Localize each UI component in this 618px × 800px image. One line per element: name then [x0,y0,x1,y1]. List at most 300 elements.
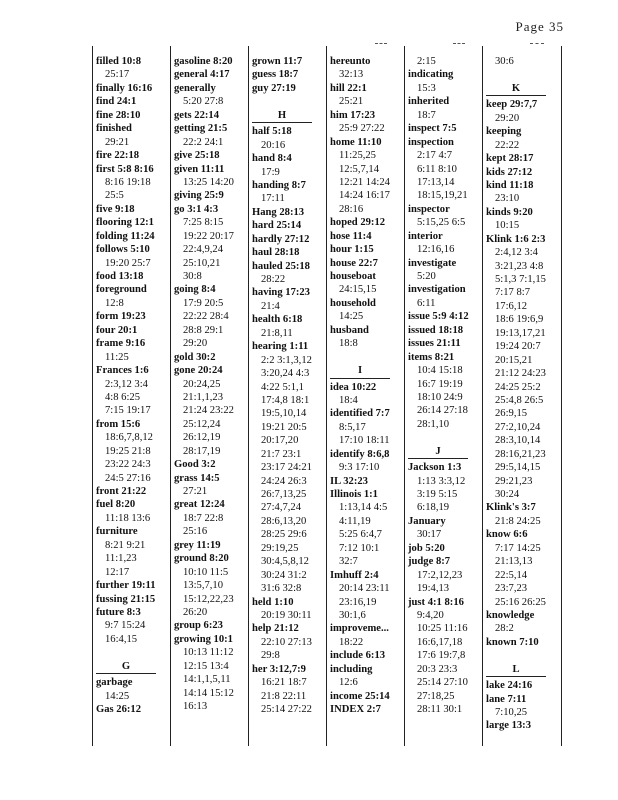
index-term: frame 9:16 [96,338,146,350]
index-term: fuel 8:20 [96,499,136,511]
page-references: 11:18 13:6 [105,512,151,524]
page-references: 5:25 6:4,7 [339,529,382,541]
index-term: form 19:23 [96,311,146,323]
spacer [486,68,546,81]
page-references: 18:7 22:8 [183,512,224,524]
top-rule-mark [375,43,387,45]
page-references: 32:13 [339,69,364,81]
index-term: flooring 12:1 [96,217,154,229]
page-references: 24:5 27:16 [105,472,151,484]
page-references: 25:9 27:22 [339,123,385,135]
column-rule [92,46,93,746]
spacer [96,646,156,659]
page-references: 12:16,16 [417,244,455,256]
index-term: grown 11:7 [252,56,303,67]
index-term: hose 11:4 [330,230,372,242]
page-references: 8:21 9:21 [105,539,146,551]
page-references: 4:22 5:1,1 [261,381,304,393]
index-term: inspect 7:5 [408,123,457,135]
page-references: 18:10 24:9 [417,391,463,403]
index-term: kids 27:12 [486,166,533,178]
index-term: foreground [96,284,147,296]
page-references: 21:1,1,23 [183,391,224,403]
page-references: 28:2 [495,623,514,635]
page-references: 16:6,17,18 [417,636,463,648]
index-term: issued 18:18 [408,324,464,336]
index-term: growing 10:1 [174,633,233,645]
section-letter: G [96,660,156,674]
page-references: 26:12,19 [183,432,221,444]
index-term: having 17:23 [252,287,310,299]
page-references: 27:18,25 [417,690,455,702]
index-term: grey 11:19 [174,539,221,551]
page-references: 9:3 17:10 [339,462,380,474]
index-term: items 8:21 [408,351,455,363]
page-references: 2:3,12 3:4 [105,378,148,390]
index-term: gone 20:24 [174,365,223,377]
page-references: 19:4,13 [417,583,450,595]
index-term: her 3:12,7:9 [252,663,306,675]
page-references: 10:15 [495,220,520,232]
index-column-2 [174,55,234,713]
page-references: 22:5,14 [495,569,528,581]
page-references: 20:17,20 [261,435,299,447]
column-rule [404,46,405,746]
page-references: 18:6,7,8,12 [105,432,153,444]
index-term: improveme... [330,623,389,635]
index-term: general 4:17 [174,69,230,81]
index-term: furniture [96,526,138,538]
page-references: 28:16,21,23 [495,448,546,460]
page-references: 20:3 23:3 [417,663,458,675]
page-references: 7:10,25 [495,707,528,718]
page-references: 29:20 [183,338,208,350]
column-rule [326,46,327,746]
page-references: 28:1,10 [417,418,450,430]
index-term: gold 30:2 [174,351,216,363]
page-references: 30:17 [417,529,442,541]
page-references: 12:21 14:24 [339,176,390,188]
page-references: 6:11 8:10 [417,163,457,175]
page-references: 22:10 27:13 [261,636,312,648]
page-references: 18:6 19:6,9 [495,314,544,326]
page-references: 28:6,13,20 [261,515,307,527]
index-term: kinds 9:20 [486,206,533,218]
column-rule [482,46,483,746]
index-term: just 4:1 8:16 [408,596,464,608]
section-letter: L [486,663,546,677]
page-references: 28:3,10,14 [495,435,541,447]
index-term: follows 5:10 [96,244,150,256]
index-term: knowledge [486,609,535,621]
index-term: getting 21:5 [174,123,228,135]
index-term: five 9:18 [96,203,135,215]
page-references: 30:24 [495,489,520,500]
page-references: 11:25,25 [339,150,376,162]
index-term: finally 16:16 [96,82,153,94]
index-term: know 6:6 [486,529,528,541]
page-references: 22:22 28:4 [183,311,229,323]
page-references: 23:22 24:3 [105,459,151,471]
index-term: houseboat [330,271,376,282]
page-references: 12:8 [105,297,124,309]
page-references: 26:7,13,25 [261,489,307,500]
index-term: give 25:18 [174,150,220,162]
index-column-5 [408,55,469,716]
index-column-1 [96,55,156,716]
index-term: inspection [408,136,454,148]
index-column-4 [330,55,390,716]
page-references: 30:4,5,8,12 [261,556,309,568]
index-term: January [408,515,446,527]
page-references: 19:20 25:7 [105,257,151,269]
page-references: 28:11 30:1 [417,704,463,715]
spacer [252,95,312,108]
page-references: 15:12,22,23 [183,593,234,605]
page-references: 12:5,7,14 [339,163,380,175]
page-references: 25:5 [105,190,124,202]
page-references: 21:8 22:11 [261,690,307,702]
page-references: 18:7 [417,109,436,121]
page-references: 26:14 27:18 [417,405,468,417]
page-references: 1:13 3:3,12 [417,475,466,487]
page-references: 17:4,8 18:1 [261,394,310,406]
index-term: help 21:12 [252,623,299,635]
page-references: 21:13,13 [495,556,533,568]
page-references: 7:17 14:25 [495,542,541,554]
page-references: 18:8 [339,338,358,350]
page-references: 20:24,25 [183,378,221,390]
page-references: 20:15,21 [495,354,533,366]
page-references: 15:3 [417,82,436,94]
page-references: 17:6 19:7,8 [417,650,466,662]
index-term: including [330,663,373,675]
index-term: hand 8:4 [252,153,292,165]
index-term: INDEX 2:7 [330,704,381,715]
page-references: 30:1,6 [339,609,366,621]
page-references: 14:14 15:12 [183,687,234,699]
page-references: 30:24 31:2 [261,569,307,581]
index-term: great 12:24 [174,499,225,511]
index-term: hardly 27:12 [252,233,310,245]
index-term: four 20:1 [96,324,138,336]
index-term: IL 32:23 [330,475,368,487]
page-references: 28:25 29:6 [261,529,307,541]
index-term: garbage [96,677,133,689]
page-references: 2:2 3:1,3,12 [261,354,312,366]
index-term: given 11:11 [174,163,225,175]
page-references: 8:5,17 [339,421,366,433]
index-term: folding 11:24 [96,230,155,242]
index-term: further 19:11 [96,580,156,592]
index-column-6 [486,55,546,733]
index-term: Klink 1:6 2:3 [486,233,546,245]
page-references: 18:22 [339,636,364,648]
index-term: idea 10:22 [330,381,377,393]
index-term: hill 22:1 [330,82,367,94]
page-references: 1:13,14 4:5 [339,502,388,514]
page-references: 24:15,15 [339,284,377,296]
section-letter: J [408,445,468,459]
page-number: Page 35 [515,19,564,34]
index-term: haul 28:18 [252,247,300,259]
index-term: health 6:18 [252,314,303,326]
index-term: kind 11:18 [486,179,534,191]
page-references: 30:6 [495,56,514,67]
index-column-3 [252,55,312,716]
page-references: 14:1,1,5,11 [183,674,231,686]
page-references: 25:21 [339,96,364,108]
index-term: grass 14:5 [174,472,220,484]
index-term: indicating [408,69,454,81]
page-references: 28:16 [339,203,364,215]
page-references: 3:21,23 4:8 [495,260,544,272]
page-references: 13:25 14:20 [183,176,234,188]
index-term: issues 21:11 [408,338,461,350]
index-term: keep 29:7,7 [486,99,538,111]
page-references: 29:8 [261,650,280,662]
page-references: 27:21 [183,486,208,497]
index-term: front 21:22 [96,486,147,497]
page-references: 21:24 23:22 [183,405,234,417]
page-references: 3:20,24 4:3 [261,368,310,380]
page-references: 25:12,24 [183,418,221,430]
index-term: group 6:23 [174,620,223,632]
page-references: 25:14 27:10 [417,677,468,689]
page-references: 27:2,10,24 [495,421,541,433]
page-references: 25:4,8 26:5 [495,394,544,406]
page-references: 11:25 [105,351,129,363]
index-term: hauled 25:18 [252,260,310,272]
index-term: go 3:1 4:3 [174,203,219,215]
index-term: food 13:18 [96,271,144,282]
index-term: investigation [408,284,466,296]
index-term: fine 28:10 [96,109,141,121]
page-references: 13:5,7,10 [183,580,224,592]
column-rule [170,46,171,746]
index-term: fire 22:18 [96,150,140,162]
page-references: 28:8 29:1 [183,324,224,336]
page-references: 17:9 20:5 [183,297,224,309]
index-term: known 7:10 [486,636,539,648]
section-letter: H [252,109,312,123]
index-term: ground 8:20 [174,553,229,565]
page-references: 7:25 8:15 [183,217,224,229]
index-term: home 11:10 [330,136,382,148]
section-letter: K [486,82,546,96]
page-references: 29:5,14,15 [495,462,541,474]
page-references: 10:25 11:16 [417,623,468,635]
page-references: 7:12 10:1 [339,542,380,554]
index-term: guess 18:7 [252,69,299,81]
page-references: 5:15,25 6:5 [417,217,466,229]
page-references: 25:16 [183,526,208,538]
index-term: house 22:7 [330,257,378,269]
page-references: 19:21 20:5 [261,421,307,433]
page-references: 6:18,19 [417,502,450,514]
page-references: 20:14 23:11 [339,583,390,595]
page-references: 10:13 11:12 [183,647,234,659]
page-references: 23:17 24:21 [261,462,312,474]
page-references: 20:19 30:11 [261,609,312,621]
index-term: issue 5:9 4:12 [408,311,469,323]
column-rule [561,46,562,746]
page-references: 16:21 18:7 [261,677,307,689]
page-references: 17:10 18:11 [339,435,390,447]
page-references: 12:6 [339,677,358,689]
page-references: 21:7 23:1 [261,448,302,460]
page-references: 2:17 4:7 [417,150,453,162]
page-references: 17:2,12,23 [417,569,463,581]
index-term: Imhuff 2:4 [330,569,379,581]
top-rule-mark [453,43,465,45]
page-references: 8:16 19:18 [105,176,151,188]
page-references: 22:22 [495,139,520,151]
page-references: 5:20 [417,271,436,282]
index-term: gasoline 8:20 [174,56,233,67]
index-term: inherited [408,96,450,108]
page-references: 29:21,23 [495,475,533,487]
page-references: 5:1,3 7:1,15 [495,274,546,285]
page-references: 17:13,14 [417,176,455,188]
page-references: 4:8 6:25 [105,391,141,403]
page-references: 14:25 [339,311,364,323]
page-references: 25:10,21 [183,257,221,269]
index-term: hereunto [330,56,371,67]
page-references: 3:19 5:15 [417,489,458,500]
page-references: 17:9 [261,166,280,178]
index-term: keeping [486,126,522,138]
index-term: lane 7:11 [486,693,527,705]
spacer [486,649,546,662]
page-references: 29:20 [495,112,520,124]
index-term: him 17:23 [330,109,376,121]
page-references: 5:20 27:8 [183,96,224,108]
page-references: 29:21 [105,136,130,148]
page-references: 16:7 19:19 [417,378,463,390]
index-term: from 15:6 [96,418,141,430]
page-references: 12:15 13:4 [183,660,229,672]
page-references: 23:16,19 [339,596,377,608]
page-references: 21:12 24:23 [495,368,546,380]
index-term: lake 24:16 [486,680,533,692]
index-term: handing 8:7 [252,179,306,191]
section-letter: I [330,364,390,378]
index-term: Good 3:2 [174,459,216,471]
page-references: 25:17 [105,69,130,81]
page-references: 19:25 21:8 [105,445,151,457]
index-term: Jackson 1:3 [408,462,462,474]
page-references: 14:25 [105,690,130,702]
index-term: giving 25:9 [174,190,224,202]
page-references: 12:17 [105,566,130,578]
page-references: 32:7 [339,556,358,568]
page-references: 23:7,23 [495,583,528,595]
index-term: gets 22:14 [174,109,220,121]
index-term: interior [408,230,443,242]
page-references: 29:19,25 [261,542,299,554]
index-term: Frances 1:6 [96,365,149,377]
top-rule-mark [530,43,544,45]
page-references: 26:9,15 [495,408,528,420]
page-references: 26:20 [183,606,208,618]
index-term: filled 10:8 [96,56,142,67]
page-references: 19:5,10,14 [261,408,307,420]
page-references: 23:10 [495,193,520,205]
index-term: husband [330,324,369,336]
page-references: 2:4,12 3:4 [495,247,538,259]
index-term: household [330,297,376,309]
word-index [92,46,562,746]
page-references: 2:15 [417,56,436,67]
page-references: 7:15 19:17 [105,405,151,417]
page-references: 11:1,23 [105,553,137,565]
page-references: 27:4,7,24 [261,502,302,514]
index-term: Gas 26:12 [96,704,142,715]
page-references: 18:4 [339,394,358,406]
column-rule [248,46,249,746]
page-references: 9:4,20 [417,609,444,621]
index-term: Klink's 3:7 [486,502,536,514]
page-references: 21:4 [261,300,280,312]
page-references: 10:10 11:5 [183,566,229,578]
page-references: 7:17 8:7 [495,287,531,299]
page-references: 6:11 [417,297,436,309]
page-references: 17:11 [261,193,285,205]
index-term: going 8:4 [174,284,216,296]
page-references: 22:2 24:1 [183,136,224,148]
index-term: large 13:3 [486,720,532,732]
index-term: guy 27:19 [252,82,296,94]
index-term: hoped 29:12 [330,217,386,229]
index-term: fussing 21:15 [96,593,156,605]
page-references: 28:22 [261,274,286,285]
spacer [408,431,469,444]
page-references: 16:4,15 [105,633,138,645]
page-references: 9:7 15:24 [105,620,146,632]
page-references: 19:13,17,21 [495,327,546,339]
page-references: 20:16 [261,139,286,151]
index-term: held 1:10 [252,596,294,608]
index-term: judge 8:7 [408,556,451,568]
page-references: 19:24 20:7 [495,341,541,353]
page-references: 16:13 [183,701,208,712]
page-references: 14:24 16:17 [339,190,390,202]
page-references: 17:6,12 [495,300,528,312]
index-term: Hang 28:13 [252,206,305,218]
index-term: hearing 1:11 [252,341,309,353]
index-term: identified 7:7 [330,408,390,420]
index-term: hard 25:14 [252,220,302,232]
page-references: 4:11,19 [339,515,371,527]
index-term: half 5:18 [252,126,292,138]
index-term: hour 1:15 [330,244,374,256]
page-references: 21:8 24:25 [495,515,541,527]
index-term: include 6:13 [330,650,386,662]
page-references: 19:22 20:17 [183,230,234,242]
index-term: job 5:20 [408,542,445,554]
page-references: 31:6 32:8 [261,583,302,595]
index-term: income 25:14 [330,690,390,702]
page-references: 25:16 26:25 [495,596,546,608]
index-term: future 8:3 [96,606,141,618]
page-references: 30:8 [183,271,202,282]
index-term: generally [174,82,216,94]
spacer [330,351,390,364]
page-references: 10:4 15:18 [417,365,463,377]
page-references: 24:25 25:2 [495,381,541,393]
page-references: 18:15,19,21 [417,190,468,202]
